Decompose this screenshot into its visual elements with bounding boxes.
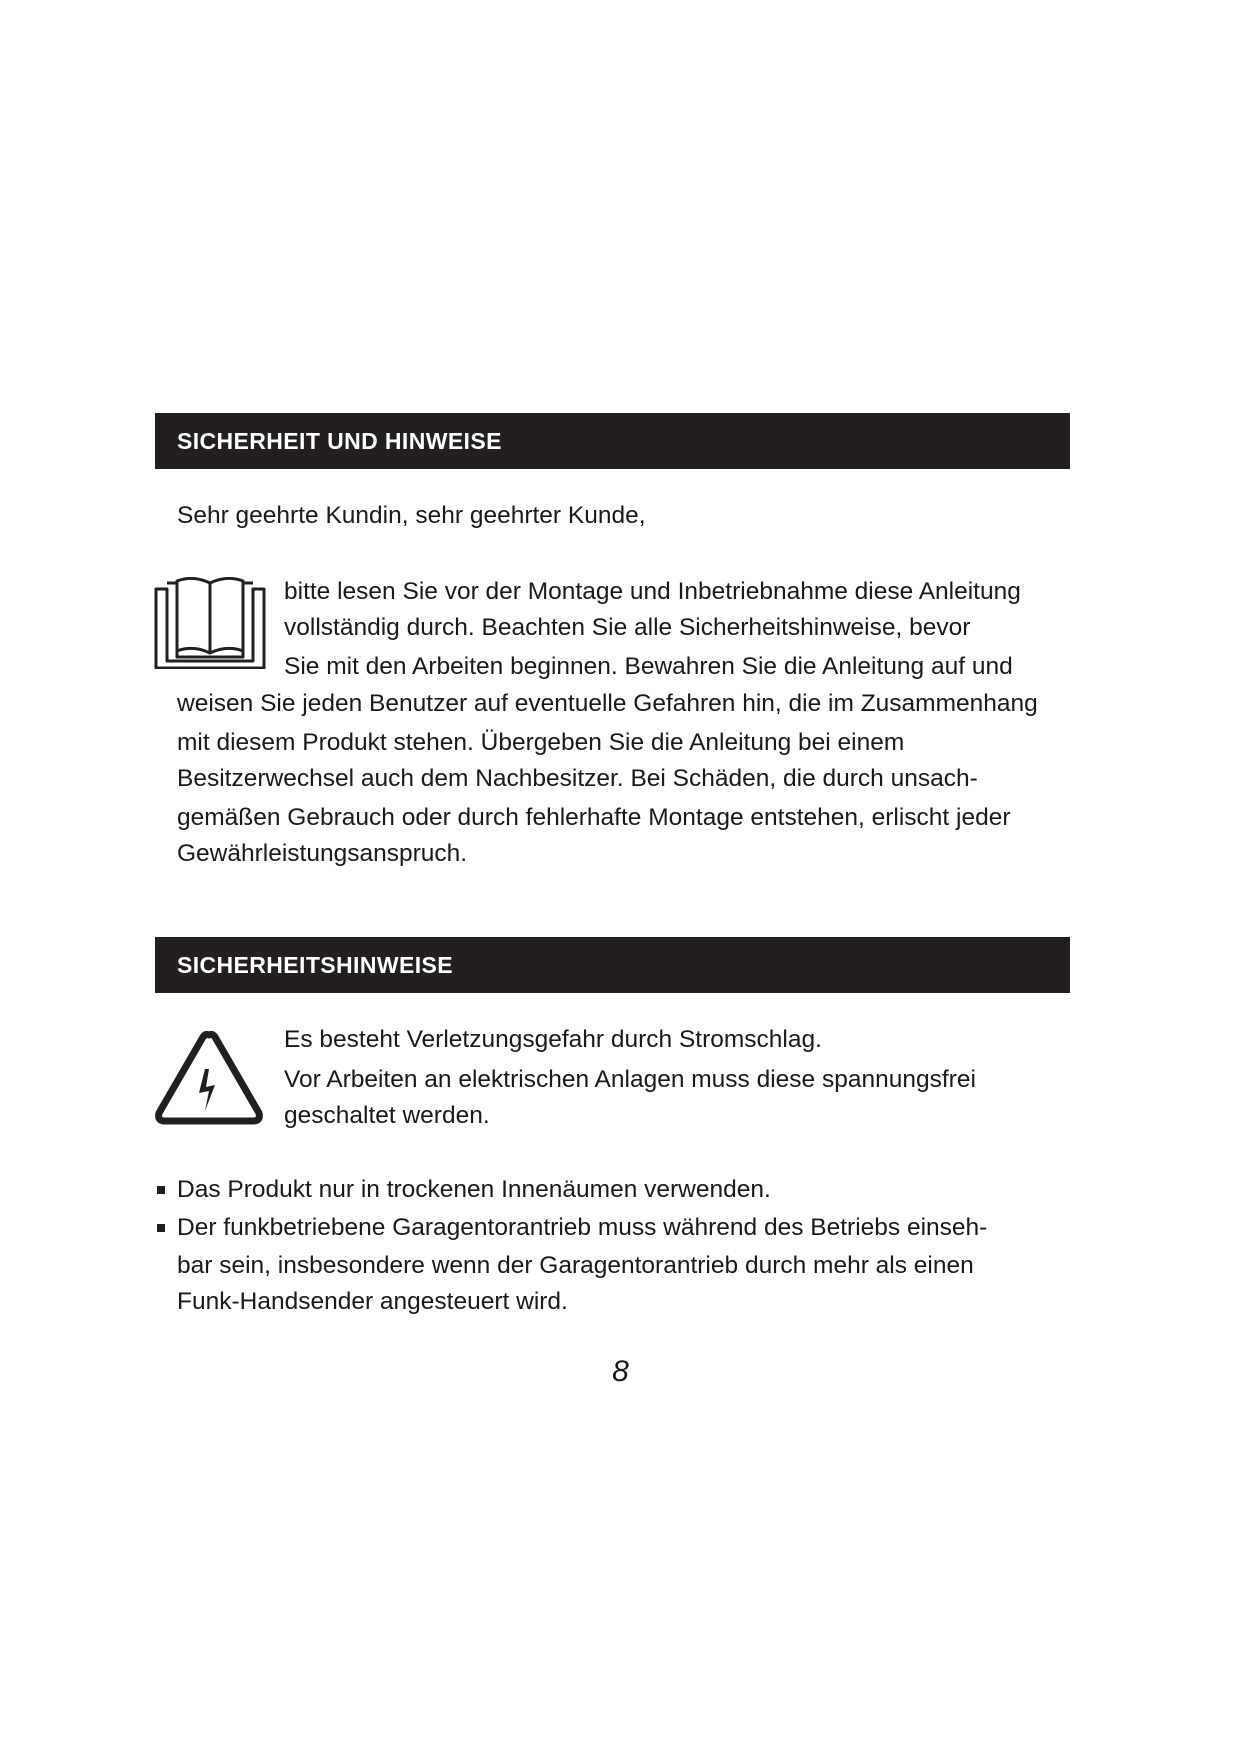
bullet-1-line-1: Das Produkt nur in trockenen Innenäumen verwenden. <box>177 1176 771 1203</box>
intro-line-2: vollständig durch. Beachten Sie alle Sicherheitshinweise, bevor <box>284 614 971 641</box>
bullet-marker-2 <box>157 1224 165 1232</box>
electric-shock-warning-icon <box>153 1027 265 1129</box>
intro-line-3: Sie mit den Arbeiten beginnen. Bewahren Sie die Anleitung auf und <box>284 653 1013 680</box>
bullet-2-line-1: Der funkbetriebene Garagentorantrieb muss während des Betriebs einseh- <box>177 1214 988 1241</box>
warning-line-3: geschaltet werden. <box>284 1102 490 1129</box>
section-heading-sicherheit-und-hinweise: SICHERHEIT UND HINWEISE <box>155 413 1070 469</box>
greeting: Sehr geehrte Kundin, sehr geehrter Kunde, <box>177 502 646 529</box>
intro-line-8: Gewährleistungsanspruch. <box>177 840 468 867</box>
manual-book-icon <box>153 577 267 669</box>
intro-line-6: Besitzerwechsel auch dem Nachbesitzer. Bei Schäden, die durch unsach- <box>177 765 978 792</box>
bullet-marker-1 <box>157 1186 165 1194</box>
page-number: 8 <box>612 1355 629 1388</box>
bullet-2-line-3: Funk-Handsender angesteuert wird. <box>177 1288 568 1315</box>
warning-line-1: Es besteht Verletzungsgefahr durch Stromschlag. <box>284 1026 822 1053</box>
bullet-2-line-2: bar sein, insbesondere wenn der Garagentorantrieb durch mehr als einen <box>177 1252 974 1279</box>
intro-line-4: weisen Sie jeden Benutzer auf eventuelle Gefahren hin, die im Zusammenhang <box>177 690 1038 717</box>
section-heading-sicherheitshinweise: SICHERHEITSHINWEISE <box>155 937 1070 993</box>
warning-line-2: Vor Arbeiten an elektrischen Anlagen muss diese spannungsfrei <box>284 1066 976 1093</box>
intro-line-5: mit diesem Produkt stehen. Übergeben Sie die Anleitung bei einem <box>177 729 905 756</box>
intro-line-1: bitte lesen Sie vor der Montage und Inbetriebnahme diese Anleitung <box>284 578 1021 605</box>
intro-line-7: gemäßen Gebrauch oder durch fehlerhafte Montage entstehen, erlischt jeder <box>177 804 1011 831</box>
